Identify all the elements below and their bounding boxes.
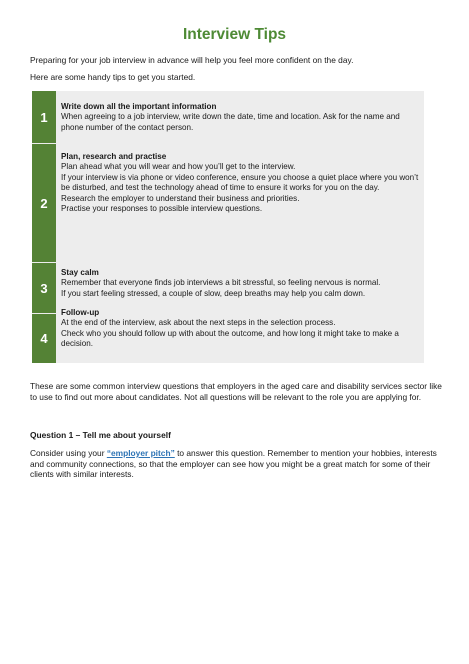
- tip-text: Check who you should follow up with about the outcome, and how long it might take to make a decision.: [61, 328, 399, 349]
- tip-heading: Plan, research and practise: [61, 152, 167, 161]
- intro-paragraph-1: Preparing for your job interview in advance will help you feel more confident on the day.: [30, 55, 354, 65]
- tip-item: [32, 144, 424, 262]
- tip-body: [61, 308, 419, 350]
- question-1-text-after-link: to answer this question. Remember to mention your hobbies, interests and community connections, so that the employer can see how you might be a great match for some of their clients with similar interests.: [30, 448, 437, 480]
- tip-text: Practise your responses to possible interview questions.: [61, 204, 263, 214]
- tip-number: 1: [32, 91, 56, 143]
- tips-panel: [32, 91, 424, 363]
- tip-text: When agreeing to a job interview, write down the date, time and location. Ask for the name and phone number of the contact person.: [61, 112, 400, 132]
- common-questions-paragraph: These are some common interview questions that employers in the aged care and disability services sector like to use to find out more about candidates. Not all questions will be relevant to the role you are applying for.: [30, 381, 442, 402]
- tip-text: If you start feeling stressed, a couple of slow, deep breaths may help you calm down.: [61, 288, 366, 298]
- tip-item: [32, 91, 424, 143]
- tip-body: [61, 268, 419, 299]
- tip-text: Research the employer to understand their business and priorities.: [61, 193, 300, 203]
- question-1-paragraph: [30, 448, 442, 480]
- tip-number: 3: [32, 263, 56, 313]
- tip-text: Plan ahead what you will wear and how you’ll get to the interview.: [61, 162, 296, 172]
- tip-heading: Follow-up: [61, 308, 100, 317]
- page-title: Interview Tips: [182, 26, 287, 43]
- question-1-text-before-link: Consider using your: [30, 448, 107, 458]
- tip-item: [32, 308, 424, 363]
- question-1-heading: Question 1 – Tell me about yourself: [30, 430, 171, 440]
- intro-paragraph-2: Here are some handy tips to get you started.: [30, 72, 196, 82]
- tip-number: 2: [32, 144, 56, 262]
- tip-heading: Stay calm: [61, 268, 99, 277]
- tip-text: If your interview is via phone or video conference, ensure you choose a quiet place where you won’t be disturbed, and test the technology ahead of time to ensure it works for you on the day.: [61, 172, 419, 193]
- tip-body: [61, 102, 419, 133]
- tip-item: [32, 263, 424, 313]
- tip-number: 4: [32, 314, 56, 363]
- tip-text: At the end of the interview, ask about the next steps in the selection process.: [61, 318, 336, 328]
- tip-body: [61, 152, 419, 214]
- tip-heading: Write down all the important information: [61, 102, 217, 111]
- employer-pitch-link[interactable]: “employer pitch”: [106, 448, 175, 458]
- tip-text: Remember that everyone finds job interviews a bit stressful, so feeling nervous is normal.: [61, 278, 381, 288]
